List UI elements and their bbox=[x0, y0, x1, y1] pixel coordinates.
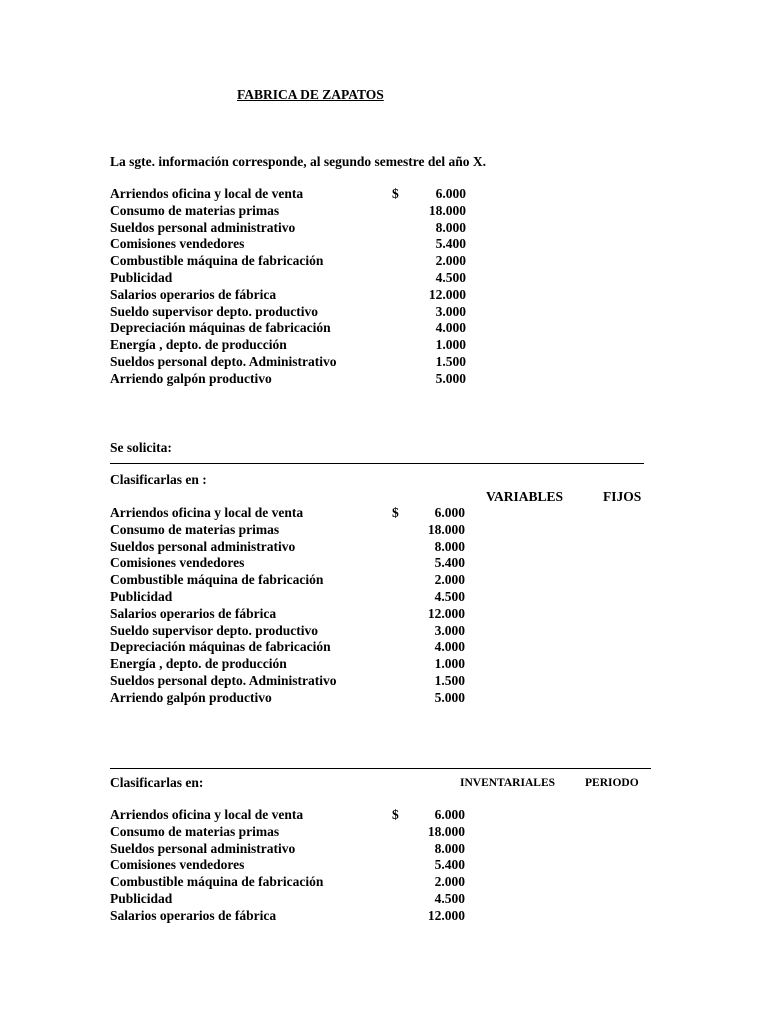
cost-item-amount: 8.000 bbox=[434, 840, 465, 856]
cost-item-label: Sueldos personal administrativo bbox=[110, 840, 296, 856]
cost-item-label: Combustible máquina de fabricación bbox=[110, 874, 324, 890]
column-header-inventariales: INVENTARIALES bbox=[460, 777, 556, 789]
cost-item-row bbox=[110, 857, 465, 874]
cost-item-amount: 4.500 bbox=[435, 269, 466, 285]
cost-item-row bbox=[110, 354, 466, 371]
cost-item-row bbox=[110, 606, 465, 623]
cost-item-amount: 1.000 bbox=[434, 656, 465, 672]
cost-item-label: Publicidad bbox=[110, 588, 173, 604]
cost-item-amount: 5.000 bbox=[435, 370, 466, 386]
cost-item-label: Arriendo galpón productivo bbox=[110, 689, 272, 705]
cost-item-row bbox=[110, 589, 465, 606]
cost-item-row bbox=[110, 371, 466, 388]
cost-item-row bbox=[110, 623, 465, 640]
cost-item-label: Sueldos personal depto. Administrativo bbox=[110, 353, 337, 369]
cost-item-amount: 6.000 bbox=[435, 186, 466, 201]
cost-item-amount: 6.000 bbox=[434, 505, 465, 520]
cost-item-amount: 1.500 bbox=[434, 672, 465, 688]
cost-item-label: Combustible máquina de fabricación bbox=[110, 253, 324, 269]
cost-list-variables-fijos bbox=[110, 505, 465, 707]
request-heading: Se solicita: bbox=[110, 440, 172, 455]
cost-item-amount: 4.000 bbox=[434, 639, 465, 655]
cost-item-row bbox=[110, 253, 466, 270]
cost-item-label: Depreciación máquinas de fabricación bbox=[110, 320, 331, 336]
column-header-fijos: FIJOS bbox=[603, 489, 642, 504]
cost-item-row bbox=[110, 522, 465, 539]
cost-item-row bbox=[110, 304, 466, 321]
cost-item-row bbox=[110, 539, 465, 556]
cost-item-amount: 8.000 bbox=[434, 538, 465, 554]
cost-item-amount: 1.500 bbox=[435, 353, 466, 369]
cost-item-label: Sueldos personal administrativo bbox=[110, 538, 296, 554]
cost-item-amount: 3.000 bbox=[434, 622, 465, 638]
cost-item-row bbox=[110, 673, 465, 690]
cost-item-row bbox=[110, 690, 465, 707]
cost-item-label: Salarios operarios de fábrica bbox=[110, 286, 277, 302]
cost-item-row bbox=[110, 572, 465, 589]
classify-label-2: Clasificarlas en: bbox=[110, 775, 204, 790]
cost-item-row bbox=[110, 807, 465, 824]
cost-item-label: Depreciación máquinas de fabricación bbox=[110, 639, 331, 655]
cost-item-amount: 5.400 bbox=[435, 236, 466, 252]
cost-item-amount: 12.000 bbox=[427, 605, 465, 621]
cost-item-amount: 4.000 bbox=[435, 320, 466, 336]
document-title: FABRICA DE ZAPATOS bbox=[237, 87, 384, 102]
cost-item-row bbox=[110, 287, 466, 304]
currency-symbol: $ bbox=[392, 505, 399, 520]
cost-item-amount: 12.000 bbox=[427, 907, 465, 923]
classify-label-1: Clasificarlas en : bbox=[110, 472, 207, 487]
cost-item-label: Consumo de materias primas bbox=[110, 823, 280, 839]
cost-item-row bbox=[110, 505, 465, 522]
cost-item-amount: 1.000 bbox=[435, 337, 466, 353]
cost-item-label: Sueldo supervisor depto. productivo bbox=[110, 303, 319, 319]
cost-item-label: Comisiones vendedores bbox=[110, 236, 245, 252]
cost-item-row bbox=[110, 270, 466, 287]
cost-list-original bbox=[110, 186, 466, 388]
cost-item-amount: 18.000 bbox=[427, 521, 465, 537]
divider-line bbox=[110, 768, 651, 769]
column-header-periodo: PERIODO bbox=[585, 777, 639, 789]
cost-item-label: Comisiones vendedores bbox=[110, 555, 245, 571]
cost-item-label: Combustible máquina de fabricación bbox=[110, 572, 324, 588]
cost-item-amount: 18.000 bbox=[428, 202, 466, 218]
cost-item-amount: 5.000 bbox=[434, 689, 465, 705]
cost-item-amount: 18.000 bbox=[427, 823, 465, 839]
column-header-variables: VARIABLES bbox=[486, 489, 564, 504]
cost-item-row bbox=[110, 874, 465, 891]
cost-item-label: Publicidad bbox=[110, 269, 173, 285]
cost-item-label: Consumo de materias primas bbox=[110, 202, 280, 218]
intro-text: La sgte. información corresponde, al segundo semestre del año X. bbox=[110, 154, 486, 169]
cost-list-inventariales-periodo bbox=[110, 807, 465, 925]
cost-item-label: Arriendo galpón productivo bbox=[110, 370, 272, 386]
cost-item-row bbox=[110, 656, 465, 673]
cost-item-label: Energía , depto. de producción bbox=[110, 656, 287, 672]
cost-item-amount: 8.000 bbox=[435, 219, 466, 235]
cost-item-row bbox=[110, 186, 466, 203]
cost-item-row bbox=[110, 639, 465, 656]
cost-item-label: Consumo de materias primas bbox=[110, 521, 280, 537]
cost-item-label: Salarios operarios de fábrica bbox=[110, 605, 277, 621]
currency-symbol: $ bbox=[392, 186, 399, 201]
cost-item-row bbox=[110, 555, 465, 572]
currency-symbol: $ bbox=[392, 807, 399, 822]
cost-item-row bbox=[110, 908, 465, 925]
cost-item-label: Salarios operarios de fábrica bbox=[110, 907, 277, 923]
cost-item-amount: 6.000 bbox=[434, 807, 465, 822]
cost-item-label: Arriendos oficina y local de venta bbox=[110, 807, 304, 822]
cost-item-label: Arriendos oficina y local de venta bbox=[110, 186, 304, 201]
cost-item-amount: 2.000 bbox=[434, 572, 465, 588]
cost-item-amount: 4.500 bbox=[434, 588, 465, 604]
cost-item-row bbox=[110, 203, 466, 220]
cost-item-label: Arriendos oficina y local de venta bbox=[110, 505, 304, 520]
cost-item-amount: 5.400 bbox=[434, 857, 465, 873]
cost-item-amount: 5.400 bbox=[434, 555, 465, 571]
cost-item-amount: 12.000 bbox=[428, 286, 466, 302]
cost-item-amount: 4.500 bbox=[434, 890, 465, 906]
cost-item-label: Comisiones vendedores bbox=[110, 857, 245, 873]
cost-item-row bbox=[110, 220, 466, 237]
divider-line bbox=[110, 463, 644, 464]
cost-item-row bbox=[110, 824, 465, 841]
cost-item-row bbox=[110, 236, 466, 253]
cost-item-row bbox=[110, 891, 465, 908]
cost-item-label: Energía , depto. de producción bbox=[110, 337, 287, 353]
cost-item-label: Sueldos personal depto. Administrativo bbox=[110, 672, 337, 688]
cost-item-amount: 3.000 bbox=[435, 303, 466, 319]
cost-item-label: Sueldo supervisor depto. productivo bbox=[110, 622, 319, 638]
cost-item-label: Sueldos personal administrativo bbox=[110, 219, 296, 235]
cost-item-amount: 2.000 bbox=[435, 253, 466, 269]
cost-item-row bbox=[110, 841, 465, 858]
cost-item-amount: 2.000 bbox=[434, 874, 465, 890]
cost-item-label: Publicidad bbox=[110, 890, 173, 906]
cost-item-row bbox=[110, 320, 466, 337]
cost-item-row bbox=[110, 337, 466, 354]
